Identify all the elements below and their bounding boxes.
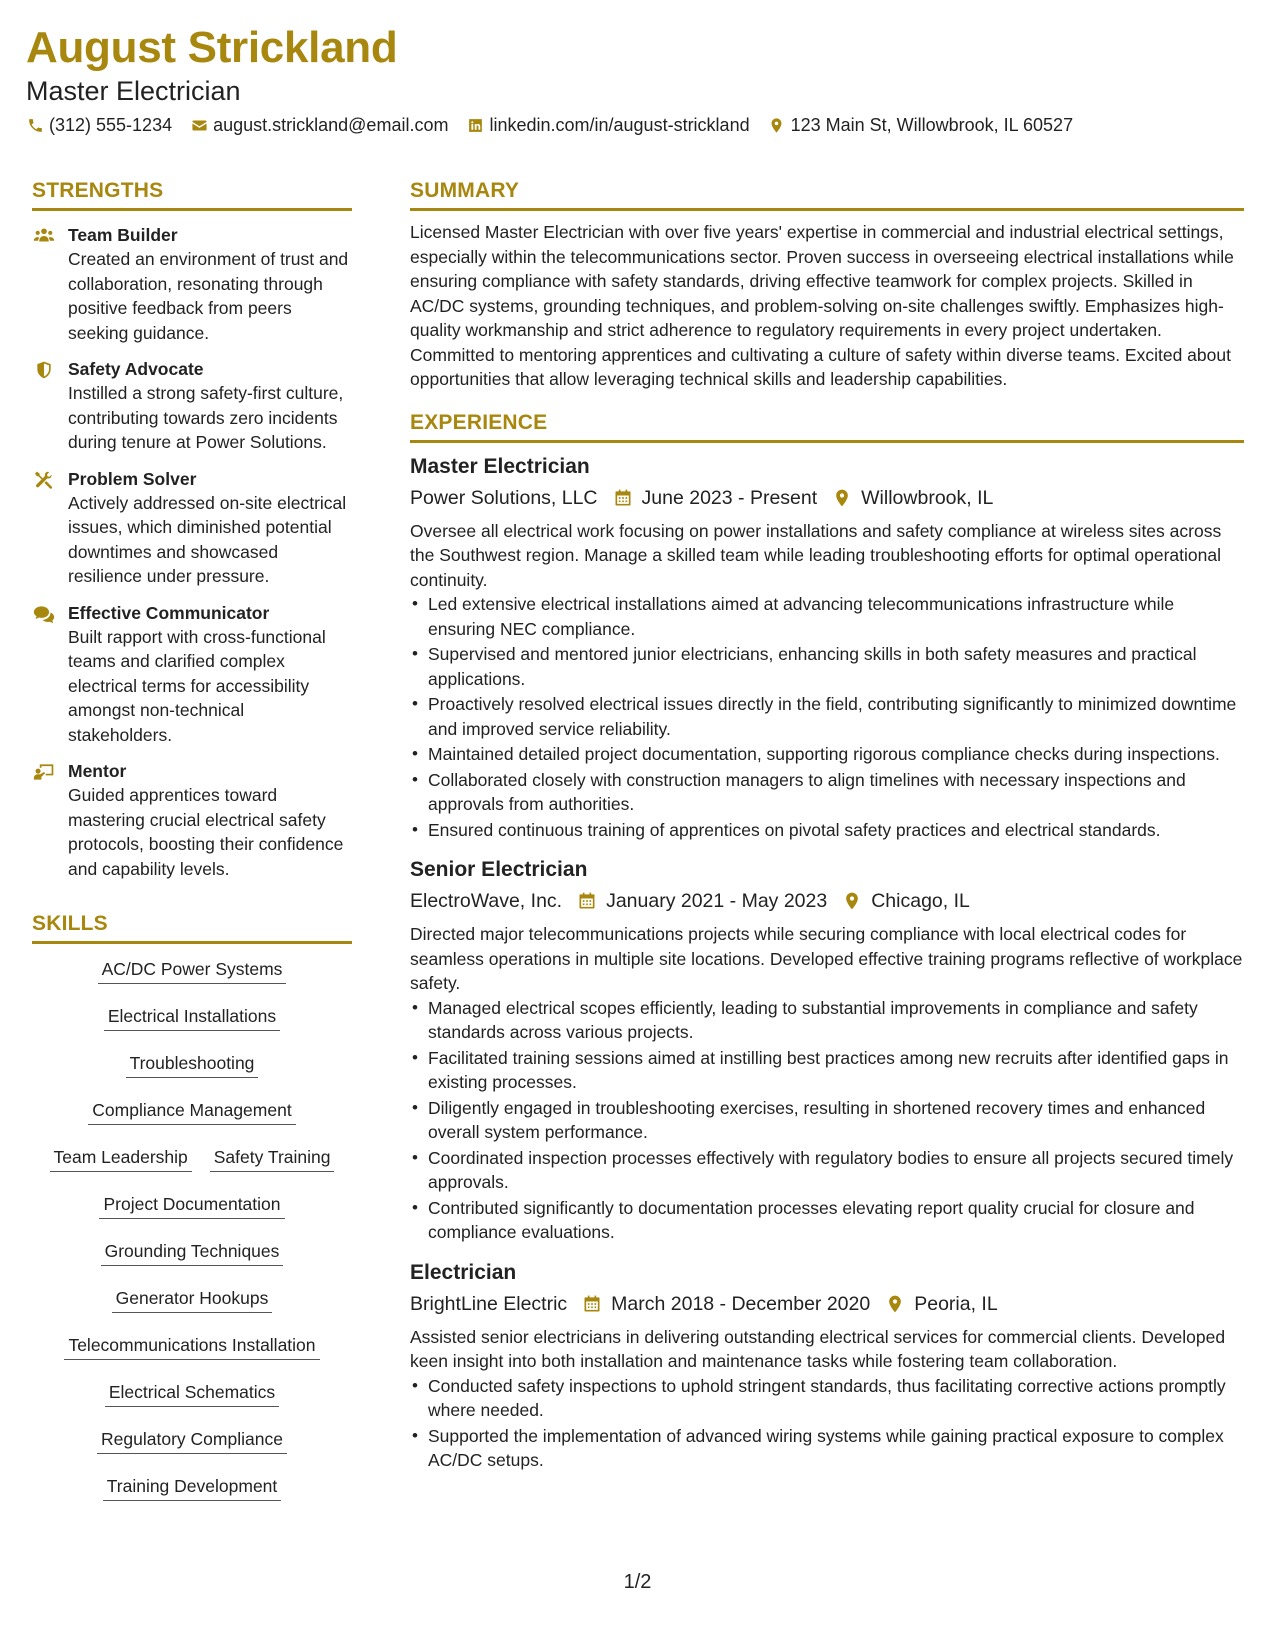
teacher-icon: [32, 761, 56, 783]
job-bullet: • Ensured continuous training of apprentices on pivotal safety practices and electrical standards.: [428, 818, 1244, 843]
skill-tag: Project Documentation: [99, 1191, 284, 1219]
job-description: Assisted senior electricians in delivering outstanding electrical services for commercial clients. Developed keen insight into both installation and maintenance tasks while fostering team collaboration.: [410, 1326, 1226, 1371]
summary-text: Licensed Master Electrician with over five years' expertise in commercial and industrial electrical settings, especially within the telecommunications sector. Proven success in overseeing electrical installations while ensuring compliance with safety standards, driving effective teamwork for complex projects. Skilled in AC/DC systems, grounding techniques, and problem-solving on-site challenges swiftly. Emphasizes high-quality workmanship and strict adherence to regulatory requirements in every project undertaken. Committed to mentoring apprentices and cultivating a culture of safety within diverse teams. Excited about opportunities that allow leveraging technical skills and leadership capabilities.: [410, 222, 1234, 389]
job-entry: [410, 453, 1244, 843]
job-bullet: • Contributed significantly to documentation processes elevating report quality crucial for closure and compliance evaluations.: [428, 1196, 1244, 1245]
strength-item: [32, 759, 352, 881]
calendar-icon: [581, 1293, 603, 1315]
phone-icon: [26, 116, 44, 134]
strength-desc: Guided apprentices toward mastering crucial electrical safety protocols, boosting their confidence and capability levels.: [68, 785, 344, 879]
calendar-icon: [612, 487, 634, 509]
job-bullet: • Proactively resolved electrical issues directly in the field, contributing significantly to minimized downtime and improved service reliability.: [428, 692, 1244, 741]
job-company: ElectroWave, Inc.: [410, 890, 563, 912]
contact-linkedin-text: linkedin.com/in/august-strickland: [489, 115, 750, 135]
strength-title: Safety Advocate: [68, 359, 204, 379]
job-bullet: • Coordinated inspection processes effectively with regulatory bodies to ensure all projects secured timely approvals.: [428, 1146, 1244, 1195]
strength-desc: Created an environment of trust and collaboration, resonating through positive feedback from peers seeking guidance.: [68, 249, 349, 343]
users-icon: [32, 225, 56, 247]
contact-address-text: 123 Main St, Willowbrook, IL 60527: [790, 115, 1074, 135]
strength-item: [32, 357, 352, 455]
map-pin-icon: [884, 1293, 906, 1315]
candidate-role: Master Electrician: [26, 76, 241, 106]
job-bullet: • Led extensive electrical installations aimed at advancing telecommunications infrastructure while ensuring NEC compliance.: [428, 592, 1244, 641]
job-bullet: • Diligently engaged in troubleshooting exercises, resulting in shortened recovery times and enhanced overall system performance.: [428, 1096, 1244, 1145]
job-dates: June 2023 - Present: [641, 486, 818, 509]
strength-title: Team Builder: [68, 225, 178, 245]
job-title: Master Electrician: [410, 454, 590, 478]
left-column: [32, 176, 352, 1520]
strength-item: [32, 601, 352, 748]
skill-tag: Electrical Schematics: [105, 1379, 279, 1407]
strength-desc: Actively addressed on-site electrical issues, which diminished potential downtimes and showcased resilience under pressure.: [68, 492, 347, 586]
skill-tag: AC/DC Power Systems: [98, 956, 287, 984]
calendar-icon: [576, 890, 598, 912]
job-description: Oversee all electrical work focusing on power installations and safety compliance at wireless sites across the Southwest region. Manage a skilled team while leading troubleshooting efforts for optimal operational continuity.: [410, 520, 1222, 590]
comments-icon: [32, 603, 56, 625]
right-column: [410, 176, 1244, 1474]
contact-linkedin[interactable]: [466, 113, 749, 137]
job-bullets: [410, 592, 1244, 842]
strength-item: [32, 223, 352, 345]
job-bullet: • Facilitated training sessions aimed at instilling best practices among new recruits after identified gaps in existing processes.: [428, 1046, 1244, 1095]
job-company: BrightLine Electric: [410, 1292, 568, 1315]
page-indicator: 1/2: [623, 1571, 652, 1593]
contact-bar: [26, 113, 1073, 137]
job-meta: [410, 483, 1244, 513]
tools-icon: [32, 469, 56, 491]
strength-title: Mentor: [68, 761, 127, 781]
job-entry: [410, 856, 1244, 1245]
strengths-list: [32, 223, 352, 881]
job-entry: [410, 1259, 1244, 1473]
job-description: Directed major telecommunications projects while securing compliance with local electrical codes for seamless operations in multiple site locations. Developed effective training programs reflective of workplace safety.: [410, 924, 1243, 993]
job-location: Chicago, IL: [871, 890, 970, 912]
job-bullet: • Conducted safety inspections to uphold stringent standards, thus facilitating corrective actions promptly where needed.: [428, 1374, 1244, 1423]
job-location: Peoria, IL: [914, 1292, 998, 1315]
job-bullet: • Supported the implementation of advanced wiring systems while gaining practical exposure to complex AC/DC setups.: [428, 1424, 1244, 1473]
job-meta: [410, 1289, 1244, 1319]
contact-phone-text: (312) 555-1234: [49, 115, 173, 135]
job-location: Willowbrook, IL: [861, 486, 994, 509]
job-title: Senior Electrician: [410, 858, 588, 881]
skill-tag: Training Development: [103, 1473, 282, 1501]
summary-heading: SUMMARY: [410, 176, 1244, 211]
skills-heading: SKILLS: [32, 909, 352, 944]
job-bullet: • Managed electrical scopes efficiently, leading to substantial improvements in compliance and safety standards across various projects.: [428, 996, 1244, 1045]
skill-tag: Grounding Techniques: [101, 1238, 284, 1266]
skill-tag: Safety Training: [210, 1144, 335, 1172]
contact-address: [768, 113, 1073, 137]
strength-desc: Built rapport with cross-functional teams and clarified complex electrical terms for accessibility amongst non-technical stakeholders.: [68, 626, 326, 745]
job-bullet: • Collaborated closely with construction managers to align timelines with necessary inspections and approvals from authorities.: [428, 768, 1244, 817]
job-bullet: • Maintained detailed project documentation, supporting rigorous compliance checks during inspections.: [428, 742, 1244, 767]
experience-heading: EXPERIENCE: [410, 408, 1244, 443]
skill-tag: Team Leadership: [50, 1144, 192, 1172]
job-bullet: • Supervised and mentored junior electricians, enhancing skills in both safety measures and practical applications.: [428, 642, 1244, 691]
skill-tag: Troubleshooting: [126, 1050, 259, 1078]
linkedin-icon: [466, 116, 484, 134]
contact-phone[interactable]: [26, 113, 172, 137]
skills-list: [32, 956, 352, 1501]
job-bullets: [410, 1374, 1244, 1473]
skill-tag: Regulatory Compliance: [97, 1426, 287, 1454]
skill-tag: Telecommunications Installation: [64, 1332, 319, 1360]
job-dates: January 2021 - May 2023: [606, 890, 828, 912]
job-title: Electrician: [410, 1260, 517, 1284]
strength-desc: Instilled a strong safety-first culture, contributing towards zero incidents during tenure at Power Solutions.: [68, 383, 344, 452]
strength-item: [32, 467, 352, 589]
map-pin-icon: [831, 487, 853, 509]
job-company: Power Solutions, LLC: [410, 486, 598, 509]
candidate-name: August Strickland: [26, 23, 398, 72]
map-pin-icon: [768, 116, 786, 134]
job-meta: [410, 886, 1244, 916]
contact-email[interactable]: [190, 113, 448, 137]
job-bullets: [410, 996, 1244, 1245]
shield-icon: [32, 359, 56, 381]
map-pin-icon: [841, 890, 863, 912]
job-dates: March 2018 - December 2020: [611, 1292, 871, 1315]
strengths-heading: STRENGTHS: [32, 176, 352, 211]
strength-title: Problem Solver: [68, 468, 197, 489]
skill-tag: Electrical Installations: [104, 1003, 280, 1031]
contact-email-text: august.strickland@email.com: [213, 115, 449, 135]
envelope-icon: [190, 116, 208, 134]
skill-tag: Compliance Management: [88, 1097, 295, 1125]
strength-title: Effective Communicator: [68, 602, 270, 623]
skill-tag: Generator Hookups: [112, 1285, 273, 1313]
